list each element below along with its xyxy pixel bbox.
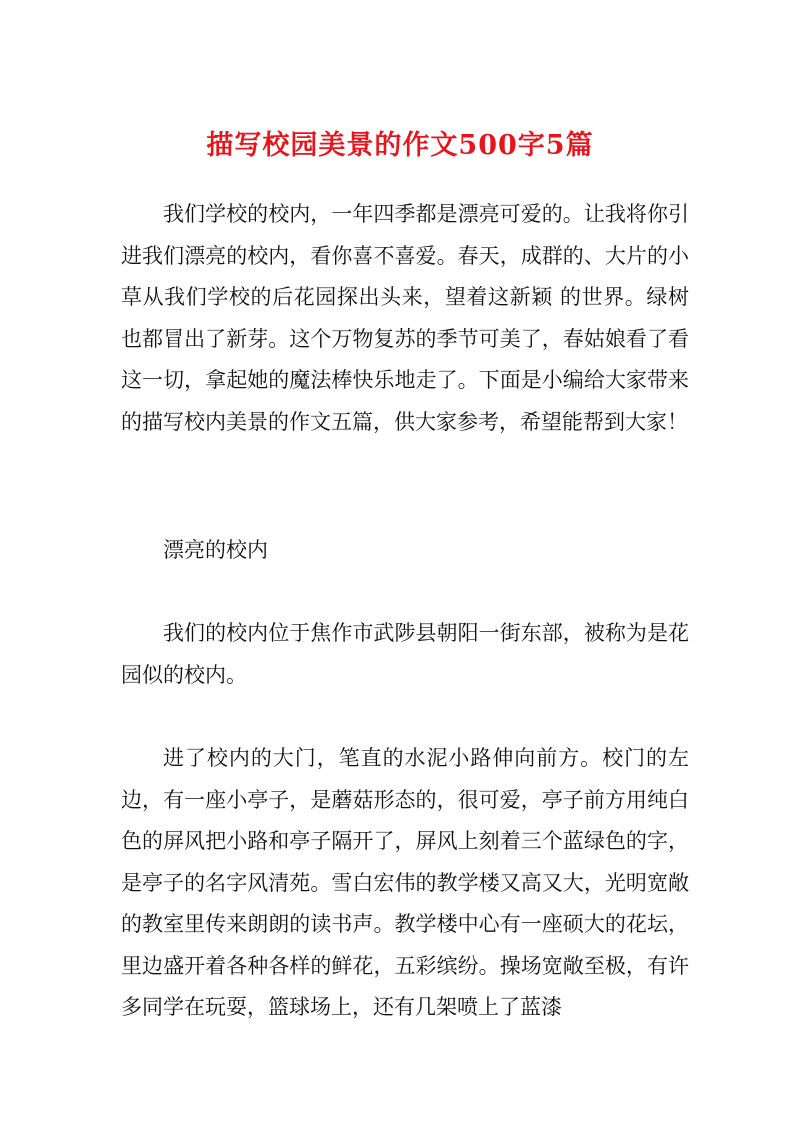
document-title: 描写校园美景的作文500字5篇 <box>206 130 594 161</box>
intro-paragraph: 我们学校的校内，一年四季都是漂亮可爱的。让我将你引进我们漂亮的校内，看你喜不喜爱。春天，成群的、大片的小草从我们学校的后花园探出头来，望着这新颖 的世界。绿树也都冒出了新芽。这个万物复苏的季节可美了，春姑娘看了看这一切，拿起她的魔法棒快乐地走了。下面是小编给大家带来的描写校内美景的作文五篇，供大家参考，希望能帮到大家！ <box>121 202 689 434</box>
section-heading: 漂亮的校内 <box>163 538 268 562</box>
body-paragraph: 我们的校内位于焦作市武陟县朝阳一街东部，被称为是花园似的校内。 <box>121 621 689 687</box>
body-paragraph: 进了校内的大门，笔直的水泥小路伸向前方。校门的左边，有一座小亭子，是蘑菇形态的，很可爱，亭子前方用纯白色的屏风把小路和亭子隔开了，屏风上刻着三个蓝绿色的字，是亭子的名字风清苑。雪白宏伟的教学楼又高又大，光明宽敞的教室里传来朗朗的读书声。教学楼中心有一座硕大的花坛，里边盛开着各种各样的鲜花，五彩缤纷。操场宽敞至极，有许多同学在玩耍，篮球场上，还有几架喷上了蓝漆 <box>121 746 689 1019</box>
